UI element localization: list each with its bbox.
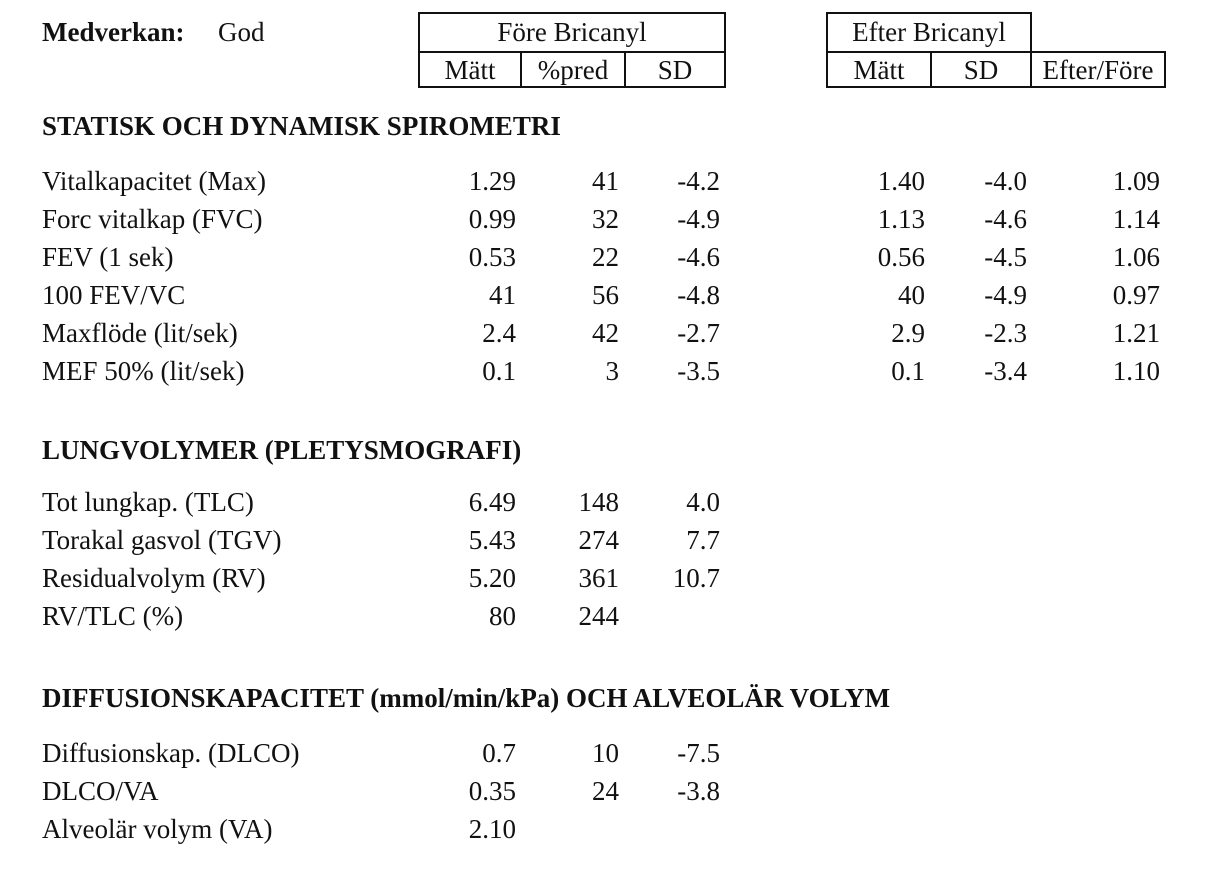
row-label: Residualvolym (RV) (42, 563, 266, 593)
value-efter-matt: 2.9 (891, 318, 925, 348)
value-fore-sd: 7.7 (686, 525, 720, 555)
value-fore-pred: 42 (592, 318, 619, 348)
value-fore-matt: 6.49 (468, 487, 516, 517)
value-fore-pred: 274 (578, 525, 619, 555)
value-fore-pred: 56 (592, 280, 619, 310)
medverkan-label: Medverkan: (42, 17, 185, 47)
value-fore-pred: 10 (592, 738, 619, 768)
efter-group-title: Efter Bricanyl (852, 17, 1006, 47)
fore-group-title: Före Bricanyl (497, 17, 647, 47)
value-efter-sd: -4.0 (984, 166, 1027, 196)
value-fore-sd: 4.0 (686, 487, 720, 517)
value-efter-fore-ratio: 1.09 (1112, 166, 1160, 196)
value-fore-matt: 80 (489, 601, 516, 631)
value-efter-fore-ratio: 1.10 (1112, 356, 1160, 386)
value-fore-sd: 10.7 (672, 563, 720, 593)
value-fore-sd: -7.5 (677, 738, 720, 768)
value-fore-matt: 5.20 (468, 563, 516, 593)
value-fore-sd: -4.2 (677, 166, 720, 196)
row-label: Vitalkapacitet (Max) (42, 166, 267, 196)
value-efter-sd: -4.9 (984, 280, 1027, 310)
row-label: Torakal gasvol (TGV) (42, 525, 282, 555)
value-efter-fore-ratio: 1.06 (1112, 242, 1160, 272)
value-fore-matt: 0.1 (482, 356, 516, 386)
row-label: Diffusionskap. (DLCO) (42, 738, 300, 768)
value-efter-sd: -4.5 (984, 242, 1027, 272)
value-fore-pred: 244 (578, 601, 619, 631)
value-efter-sd: -2.3 (984, 318, 1027, 348)
row-label: 100 FEV/VC (42, 280, 186, 310)
value-fore-matt: 0.7 (482, 738, 516, 768)
value-fore-sd: -2.7 (677, 318, 720, 348)
value-efter-matt: 40 (898, 280, 925, 310)
value-efter-sd: -4.6 (984, 204, 1027, 234)
value-efter-fore-ratio: 0.97 (1112, 280, 1160, 310)
value-fore-matt: 0.99 (468, 204, 516, 234)
value-fore-sd: -3.5 (677, 356, 720, 386)
value-efter-fore-ratio: 1.21 (1112, 318, 1160, 348)
efter-col-sd: SD (963, 55, 999, 85)
row-label: Forc vitalkap (FVC) (42, 204, 263, 234)
value-fore-pred: 361 (578, 563, 619, 593)
value-efter-matt: 0.56 (877, 242, 925, 272)
row-label: Maxflöde (lit/sek) (42, 318, 238, 348)
value-fore-pred: 3 (605, 356, 619, 386)
value-fore-sd: -3.8 (677, 776, 720, 806)
efter-col-matt: Mätt (853, 55, 905, 85)
fore-col-pred: %pred (537, 55, 609, 85)
value-fore-matt: 0.35 (468, 776, 516, 806)
value-fore-pred: 32 (592, 204, 619, 234)
row-label: FEV (1 sek) (42, 242, 174, 272)
value-efter-fore-ratio: 1.14 (1112, 204, 1160, 234)
value-fore-sd: -4.6 (677, 242, 720, 272)
fore-col-sd: SD (657, 55, 693, 85)
value-efter-matt: 0.1 (891, 356, 925, 386)
value-fore-pred: 24 (592, 776, 619, 806)
value-fore-matt: 2.10 (468, 814, 516, 844)
value-fore-matt: 0.53 (468, 242, 516, 272)
row-label: RV/TLC (%) (42, 601, 184, 631)
value-fore-pred: 41 (592, 166, 619, 196)
value-fore-matt: 41 (489, 280, 516, 310)
value-fore-matt: 5.43 (468, 525, 516, 555)
section-title-lungvolymer: LUNGVOLYMER (PLETYSMOGRAFI) (42, 435, 522, 465)
value-fore-pred: 22 (592, 242, 619, 272)
row-label: MEF 50% (lit/sek) (42, 356, 245, 386)
value-efter-sd: -3.4 (984, 356, 1027, 386)
value-fore-pred: 148 (578, 487, 619, 517)
section-title-diffusion: DIFFUSIONSKAPACITET (mmol/min/kPa) OCH ALVEOLÄR VOLYM (42, 683, 891, 713)
section-title-spirometri: STATISK OCH DYNAMISK SPIROMETRI (42, 111, 561, 141)
fore-col-matt: Mätt (444, 55, 496, 85)
value-fore-matt: 2.4 (482, 318, 516, 348)
value-fore-sd: -4.9 (677, 204, 720, 234)
efter-col-ratio: Efter/Före (1042, 55, 1154, 85)
row-label: DLCO/VA (42, 776, 159, 806)
row-label: Alveolär volym (VA) (42, 814, 273, 844)
value-efter-matt: 1.13 (877, 204, 925, 234)
value-fore-sd: -4.8 (677, 280, 720, 310)
value-efter-matt: 1.40 (877, 166, 925, 196)
row-label: Tot lungkap. (TLC) (42, 487, 254, 517)
value-fore-matt: 1.29 (468, 166, 516, 196)
medverkan-value: God (218, 17, 265, 47)
